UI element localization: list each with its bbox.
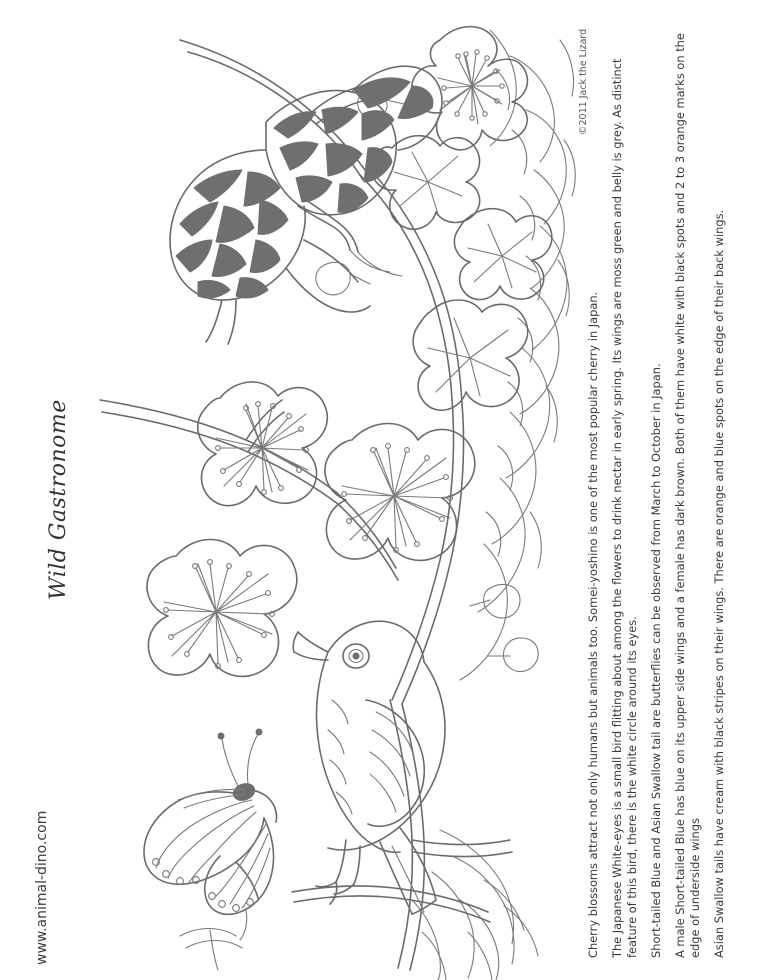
wing-pattern: [176, 78, 433, 298]
wing-edge-spots: [153, 859, 254, 912]
illustration-canvas: [60, 0, 580, 980]
caption-line: Asian Swallow tails have cream with black stripes on their wings. There are orange and blue spots on the edge of their back wings.: [712, 209, 727, 958]
caption-line: A male Short-tailed Blue has blue on its upper side wings and a female has dark brown. Both of them have white with black spots and 2 to 3 orange marks on the edge of underside wings: [673, 33, 703, 958]
foliage-cluster-bottom-left: [180, 929, 242, 971]
cherry-blossom: [454, 209, 551, 300]
short-tailed-blue-butterfly: [144, 729, 277, 940]
perch-twig: [292, 886, 490, 922]
foliage-cluster-right: [460, 30, 575, 680]
cherry-buds: [316, 91, 538, 672]
blossom-stamens: [164, 560, 275, 669]
website-url: www.animal-dino.com: [34, 810, 50, 965]
cherry-blossom: [413, 300, 528, 410]
caption-line: Short-tailed Blue and Asian Swallow tail are butterflies can be observed from March to October in Japan.: [649, 363, 664, 958]
foliage-cluster-bottom: [412, 830, 538, 980]
cherry-branch-left: [100, 400, 398, 580]
blossom-stamens: [342, 444, 453, 553]
cherry-blossom: [198, 382, 328, 506]
cherry-blossom: [147, 540, 297, 677]
blossom-stamens: [442, 50, 504, 120]
caption-line: Cherry blossoms attract not only humans but animals too. Somei-yoshino is one of the most popular cherry in Japan.: [586, 291, 600, 958]
japanese-white-eye-bird: [293, 621, 445, 914]
caption-line: The Japanese White-eyes is a small bird flitting about among the flowers to drink nectar in early spring. Its wings are moss green and belly is grey. As distinct feature of this bird, there is the white circle around its eyes.: [610, 58, 640, 958]
caption-block: [586, 28, 736, 958]
cherry-blossom: [325, 424, 475, 561]
cherry-blossom: [412, 27, 528, 150]
page-title: Wild Gastronome: [46, 399, 71, 600]
copyright-notice: ©2011 Jack the Lizard: [578, 28, 589, 135]
